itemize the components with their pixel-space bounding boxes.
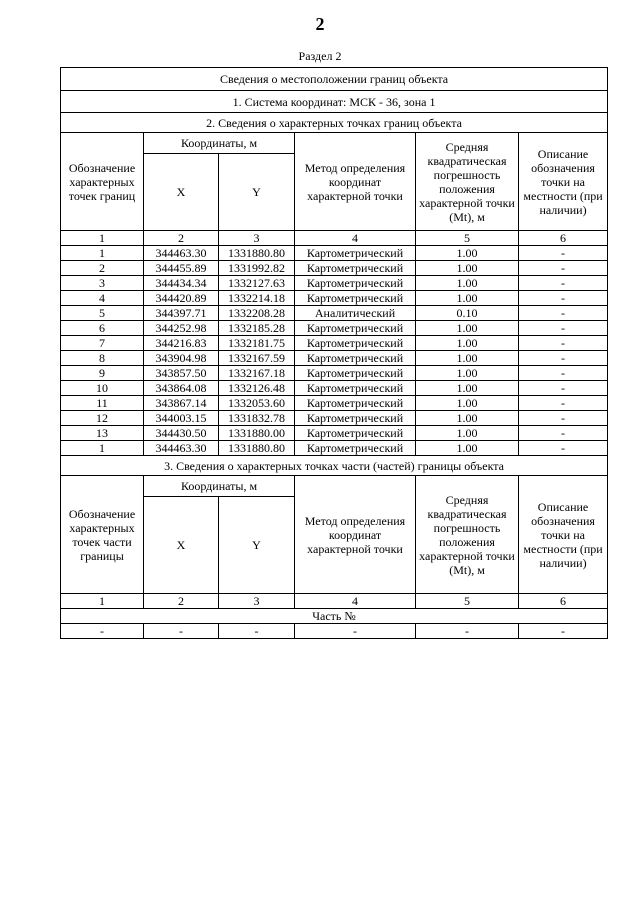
section-label: Раздел 2 [298, 49, 342, 63]
s2-header-x: X [144, 154, 219, 231]
table-cell: - [519, 306, 608, 321]
table-cell: Картометрический [295, 291, 416, 306]
table-cell: 1.00 [416, 261, 519, 276]
s3-empty-cell: - [295, 624, 416, 639]
table-cell: 344003.15 [144, 411, 219, 426]
table-cell: Картометрический [295, 261, 416, 276]
table-cell: - [519, 426, 608, 441]
s3-colnum: 6 [519, 594, 608, 609]
s3-empty-cell: - [61, 624, 144, 639]
table-cell: 1.00 [416, 321, 519, 336]
table-cell: Картометрический [295, 336, 416, 351]
table-cell: 13 [61, 426, 144, 441]
table-cell: Аналитический [295, 306, 416, 321]
s2-header-error: Средняя квадратическая погрешность положения характерной точки (Mt), м [416, 133, 519, 231]
table-cell: Картометрический [295, 426, 416, 441]
s3-header-y: Y [219, 497, 295, 594]
s3-colnum: 2 [144, 594, 219, 609]
section2-title: 2. Сведения о характерных точках границ объекта [61, 113, 608, 133]
table-cell: 1331992.82 [219, 261, 295, 276]
table-cell: - [519, 411, 608, 426]
s3-part-label: Часть № [61, 609, 608, 624]
table-row [61, 366, 608, 381]
table-cell: 344397.71 [144, 306, 219, 321]
table-row [61, 381, 608, 396]
table-cell: 1331880.80 [219, 441, 295, 456]
table-row [61, 306, 608, 321]
table-cell: 1332053.60 [219, 396, 295, 411]
s2-header-description: Описание обозначения точки на местности (при наличии) [519, 133, 608, 231]
table-cell: 1332167.59 [219, 351, 295, 366]
s3-empty-cell: - [219, 624, 295, 639]
s3-header-designation: Обозначение характерных точек части границы [61, 476, 144, 594]
s3-colnum: 4 [295, 594, 416, 609]
table-cell: 1.00 [416, 336, 519, 351]
s2-header-y: Y [219, 154, 295, 231]
table-cell: 343904.98 [144, 351, 219, 366]
table-cell: - [519, 291, 608, 306]
table-cell: 1 [61, 441, 144, 456]
table-cell: 1332208.28 [219, 306, 295, 321]
table-cell: - [519, 336, 608, 351]
boundary-table [60, 67, 608, 639]
table-cell: 10 [61, 381, 144, 396]
s2-header-coords: Координаты, м [144, 133, 295, 154]
table-cell: 5 [61, 306, 144, 321]
s3-header-coords: Координаты, м [144, 476, 295, 497]
table-cell: 1.00 [416, 426, 519, 441]
table-cell: Картометрический [295, 276, 416, 291]
table-cell: Картометрический [295, 321, 416, 336]
s3-header-x: X [144, 497, 219, 594]
table-cell: - [519, 261, 608, 276]
table-row [61, 336, 608, 351]
table-cell: 344252.98 [144, 321, 219, 336]
s3-header-method: Метод определения координат характерной точки [295, 476, 416, 594]
table-cell: 1.00 [416, 351, 519, 366]
table-cell: 1.00 [416, 441, 519, 456]
table-cell: 11 [61, 396, 144, 411]
table-cell: 1332167.18 [219, 366, 295, 381]
table-cell: - [519, 276, 608, 291]
s3-colnum: 3 [219, 594, 295, 609]
s2-colnum: 6 [519, 231, 608, 246]
table-cell: - [519, 246, 608, 261]
table-cell: 344463.30 [144, 246, 219, 261]
table-row [61, 426, 608, 441]
table-cell: 1332185.28 [219, 321, 295, 336]
table-cell: - [519, 366, 608, 381]
table-cell: Картометрический [295, 246, 416, 261]
table-cell: 1331832.78 [219, 411, 295, 426]
table-row [61, 276, 608, 291]
table-cell: 344455.89 [144, 261, 219, 276]
table-cell: Картометрический [295, 351, 416, 366]
table-row [61, 321, 608, 336]
table-cell: Картометрический [295, 381, 416, 396]
table-cell: 7 [61, 336, 144, 351]
table-cell: - [519, 351, 608, 366]
doc-title: Сведения о местоположении границ объекта [61, 68, 608, 91]
table-cell: - [519, 321, 608, 336]
s3-colnum: 5 [416, 594, 519, 609]
section3-title: 3. Сведения о характерных точках части (частей) границы объекта [61, 456, 608, 476]
table-cell: 344463.30 [144, 441, 219, 456]
table-cell: 1331880.00 [219, 426, 295, 441]
table-row [61, 441, 608, 456]
table-cell: 344216.83 [144, 336, 219, 351]
s3-header-error: Средняя квадратическая погрешность положения характерной точки (Mt), м [416, 476, 519, 594]
table-cell: 1332127.63 [219, 276, 295, 291]
s2-colnum: 4 [295, 231, 416, 246]
s3-empty-row [61, 624, 608, 639]
s3-empty-cell: - [416, 624, 519, 639]
table-cell: - [519, 381, 608, 396]
s3-colnum: 1 [61, 594, 144, 609]
table-cell: 1 [61, 246, 144, 261]
table-cell: 343864.08 [144, 381, 219, 396]
table-cell: 344430.50 [144, 426, 219, 441]
s3-header-description: Описание обозначения точки на местности (при наличии) [519, 476, 608, 594]
s3-column-numbers [61, 594, 608, 609]
table-cell: 1332126.48 [219, 381, 295, 396]
coord-system: 1. Система координат: МСК - 36, зона 1 [61, 91, 608, 113]
table-cell: 1.00 [416, 396, 519, 411]
s2-colnum: 3 [219, 231, 295, 246]
table-cell: Картометрический [295, 366, 416, 381]
table-row [61, 351, 608, 366]
table-row [61, 411, 608, 426]
table-row [61, 291, 608, 306]
table-cell: 343857.50 [144, 366, 219, 381]
table-cell: Картометрический [295, 411, 416, 426]
table-cell: 1.00 [416, 291, 519, 306]
table-cell: 8 [61, 351, 144, 366]
table-cell: 1332181.75 [219, 336, 295, 351]
table-cell: 344434.34 [144, 276, 219, 291]
table-cell: 6 [61, 321, 144, 336]
table-cell: 1.00 [416, 381, 519, 396]
s2-column-numbers [61, 231, 608, 246]
table-row [61, 396, 608, 411]
table-cell: 12 [61, 411, 144, 426]
table-cell: 343867.14 [144, 396, 219, 411]
s2-colnum: 1 [61, 231, 144, 246]
table-cell: 4 [61, 291, 144, 306]
table-cell: 2 [61, 261, 144, 276]
s2-colnum: 5 [416, 231, 519, 246]
table-cell: Картометрический [295, 441, 416, 456]
table-cell: - [519, 441, 608, 456]
table-cell: 1.00 [416, 276, 519, 291]
table-cell: 0.10 [416, 306, 519, 321]
table-cell: 1332214.18 [219, 291, 295, 306]
table-cell: - [519, 396, 608, 411]
table-cell: 9 [61, 366, 144, 381]
s2-header-method: Метод определения координат характерной точки [295, 133, 416, 231]
s2-header-designation: Обозначение характерных точек границ [61, 133, 144, 231]
table-cell: 1331880.80 [219, 246, 295, 261]
page-number: 2 [315, 14, 325, 34]
table-row [61, 261, 608, 276]
table-cell: 1.00 [416, 411, 519, 426]
table-cell: 344420.89 [144, 291, 219, 306]
table-cell: 1.00 [416, 366, 519, 381]
s3-empty-cell: - [144, 624, 219, 639]
s3-empty-cell: - [519, 624, 608, 639]
table-row [61, 246, 608, 261]
s2-colnum: 2 [144, 231, 219, 246]
table-cell: 3 [61, 276, 144, 291]
table-cell: Картометрический [295, 396, 416, 411]
table-cell: 1.00 [416, 246, 519, 261]
